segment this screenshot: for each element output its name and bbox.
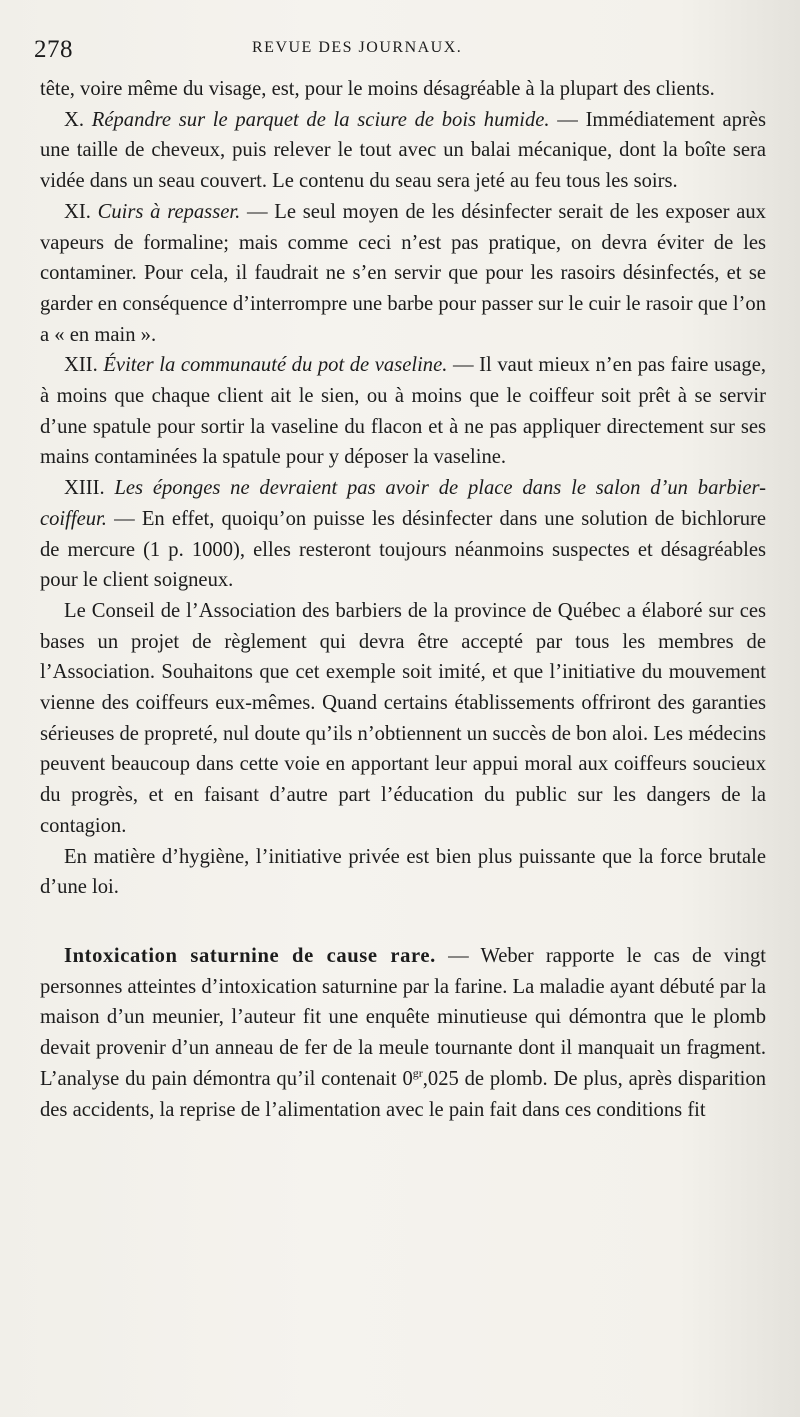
item-xii-title: Éviter la communauté du pot de vaseline.	[103, 354, 448, 377]
article-intoxication-text-continued: ,025 de plomb. De plus, après disparition des accidents, la reprise de l’alimentation avec le pain fait dans ces conditions fit	[40, 1067, 766, 1121]
unit-superscript: gr	[412, 1065, 423, 1080]
paragraph-intro: tête, voire même du visage, est, pour le moins désagréable à la plupart des clients.	[40, 78, 715, 100]
item-xiii-title: Les éponges ne devraient pas avoir de place dans le salon d’un barbier-coiffeur.	[40, 477, 767, 530]
page-number: 278	[34, 36, 73, 63]
page-header	[34, 36, 768, 66]
item-xi	[40, 197, 766, 351]
article-intoxication	[40, 941, 766, 1125]
item-xii-text: — Il vaut mieux n’en pas faire usage, à moins que chaque client ait le sien, ou à moins que le coiffeur soit prêt à se servir d’une spatule pour sortir la vaseline du flacon et à ne pas appliquer directement sur ses mains contaminées la spatule pour y déposer la vaseline.	[40, 354, 766, 469]
item-xiii-text: — En effet, quoiqu’on puisse les désinfecter dans une solution de bichlorure de mercure (1 p. 1000), elles resteront toujours néanmoins suspectes et désagréables pour le client soigneux.	[40, 507, 766, 592]
item-x-text: — Immédiatement après une taille de cheveux, puis relever le tout avec un balai mécanique, dont la boîte sera vidée dans un seau couvert. Le contenu du seau sera jeté au feu tous les soirs.	[40, 108, 766, 193]
paragraph-hygiene: En matière d’hygiène, l’initiative privée est bien plus puissante que la force brutale d’une loi.	[40, 845, 766, 899]
item-xiii-number: XIII.	[64, 477, 105, 500]
item-x	[40, 105, 766, 197]
item-xii-number: XII.	[64, 354, 98, 377]
item-xi-number: XI.	[64, 200, 91, 223]
paragraph-conseil: Le Conseil de l’Association des barbiers de la province de Québec a élaboré sur ces bases un projet de règlement qui devra être accepté par tous les membres de l’Association. Souhaitons que cet exemple soit imité, et que l’initiative du mouvement vienne des coiffeurs eux-mêmes. Quand certains établissements offriront des garanties sérieuses de propreté, nul doute qu’ils n’obtiennent un succès de bon aloi. Les médecins peuvent beaucoup dans cette voie en apportant leur appui moral aux coiffeurs soucieux du progrès, et en faisant d’autre part l’éducation du public sur les dangers de la contagion.	[40, 599, 766, 837]
item-xi-text: — Le seul moyen de les désinfecter serait de les exposer aux vapeurs de formaline; mais comme ceci n’est pas pratique, on devra éviter de les contaminer. Pour cela, il faudrait ne s’en servir que pour les rasoirs désinfectés, et se garder en conséquence d’interrompre une barbe pour passer sur le cuir le rasoir que l’on a « en main ».	[40, 200, 766, 346]
item-xiii	[40, 473, 766, 596]
article-body	[40, 74, 766, 1125]
section-gap	[40, 903, 766, 941]
item-x-number: X.	[64, 108, 85, 131]
item-xii	[40, 350, 766, 473]
item-x-title: Répandre sur le parquet de la sciure de bois humide.	[91, 108, 550, 131]
article-intoxication-text: — Weber rapporte le cas de vingt personnes atteintes d’intoxication saturnine par la farine. La maladie ayant débuté par la maison d’un meunier, l’auteur fit une enquête minutieuse qui démontra que le plomb devait provenir d’un anneau de fer de la meule tournante dont il manquait un fragment. L’analyse du pain démontra qu’il contenait 0	[40, 944, 766, 1090]
running-head: REVUE DES JOURNAUX.	[252, 39, 463, 56]
item-xi-title: Cuirs à repasser.	[97, 200, 241, 223]
article-intoxication-title: Intoxication saturnine de cause rare.	[64, 944, 436, 967]
